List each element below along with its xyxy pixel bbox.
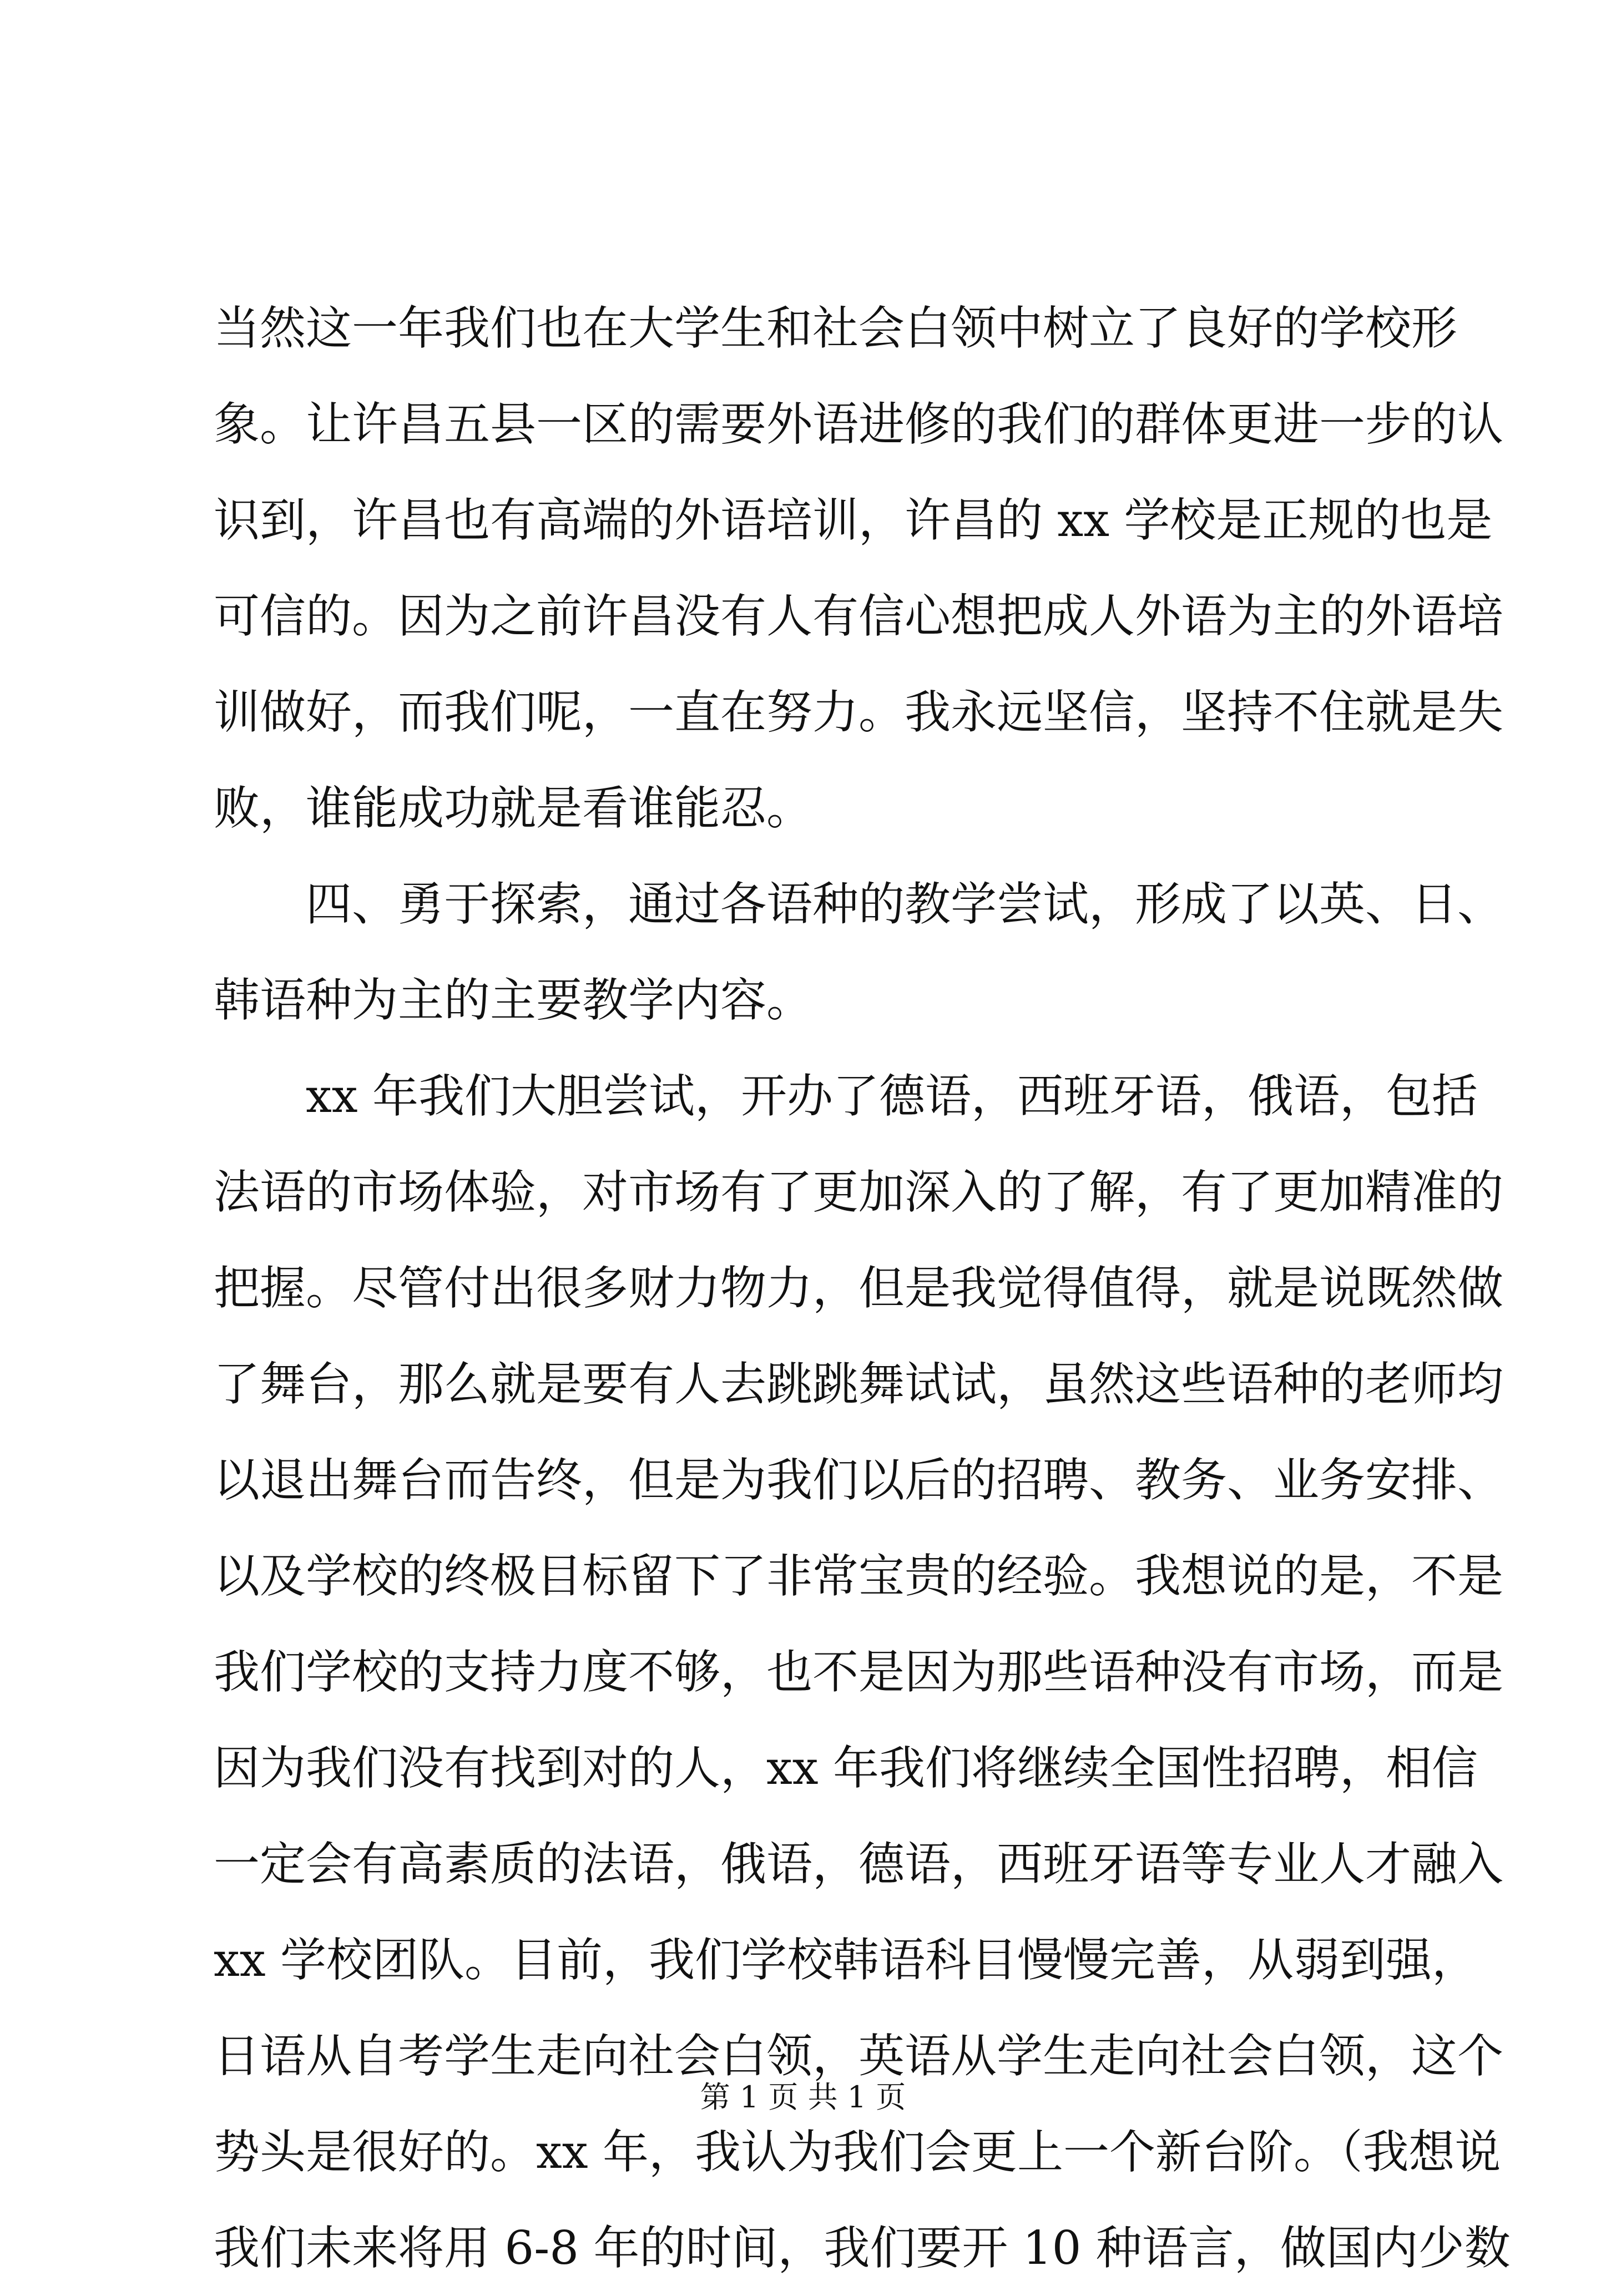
text-line: 我们学校的支持力度不够，也不是因为那些语种没有市场，而是 (214, 1645, 1503, 1699)
section-heading-line: 韩语种为主的主要教学内容。 (214, 973, 812, 1027)
text-line: 了舞台，那么就是要有人去跳跳舞试试，虽然这些语种的老师均 (214, 1357, 1503, 1411)
text-line: 以及学校的终极目标留下了非常宝贵的经验。我想说的是，不是 (214, 1549, 1503, 1603)
text-line: 法语的市场体验，对市场有了更加深入的了解，有了更加精准的 (214, 1165, 1503, 1219)
text-line: 败，谁能成功就是看谁能忍。 (214, 781, 812, 835)
text-line: 可信的。因为之前许昌没有人有信心想把成人外语为主的外语培 (214, 589, 1503, 643)
text-line: 我们未来将用 6-8 年的时间，我们要开 10 种语言，做国内少数 (214, 2221, 1511, 2275)
text-line: xx 学校团队。目前，我们学校韩语科目慢慢完善，从弱到强， (214, 1933, 1478, 1987)
text-line: 把握。尽管付出很多财力物力，但是我觉得值得，就是说既然做 (214, 1261, 1503, 1315)
section-heading-line: 四、勇于探索，通过各语种的教学尝试，形成了以英、日、 (306, 877, 1503, 931)
text-line: 以退出舞台而告终，但是为我们以后的招聘、教务、业务安排、 (214, 1453, 1503, 1507)
text-line: 识到，许昌也有高端的外语培训，许昌的 xx 学校是正规的也是 (214, 493, 1493, 547)
text-line: 日语从自考学生走向社会白领，英语从学生走向社会白领，这个 (214, 2029, 1503, 2083)
page-footer: 第 1 页 共 1 页 (700, 2080, 906, 2115)
text-line: 象。让许昌五县一区的需要外语进修的我们的群体更进一步的认 (214, 397, 1503, 451)
text-line: 当然这一年我们也在大学生和社会白领中树立了良好的学校形 (214, 301, 1457, 355)
text-line: 势头是很好的。xx 年，我认为我们会更上一个新台阶。（我想说 (214, 2125, 1501, 2179)
text-line: 一定会有高素质的法语，俄语，德语，西班牙语等专业人才融入 (214, 1837, 1503, 1891)
text-line: xx 年我们大胆尝试，开办了德语，西班牙语，俄语，包括 (306, 1069, 1478, 1123)
document-body (214, 280, 1511, 2296)
text-line: 训做好，而我们呢，一直在努力。我永远坚信，坚持不住就是失 (214, 685, 1503, 739)
text-line: 因为我们没有找到对的人，xx 年我们将继续全国性招聘，相信 (214, 1741, 1478, 1795)
